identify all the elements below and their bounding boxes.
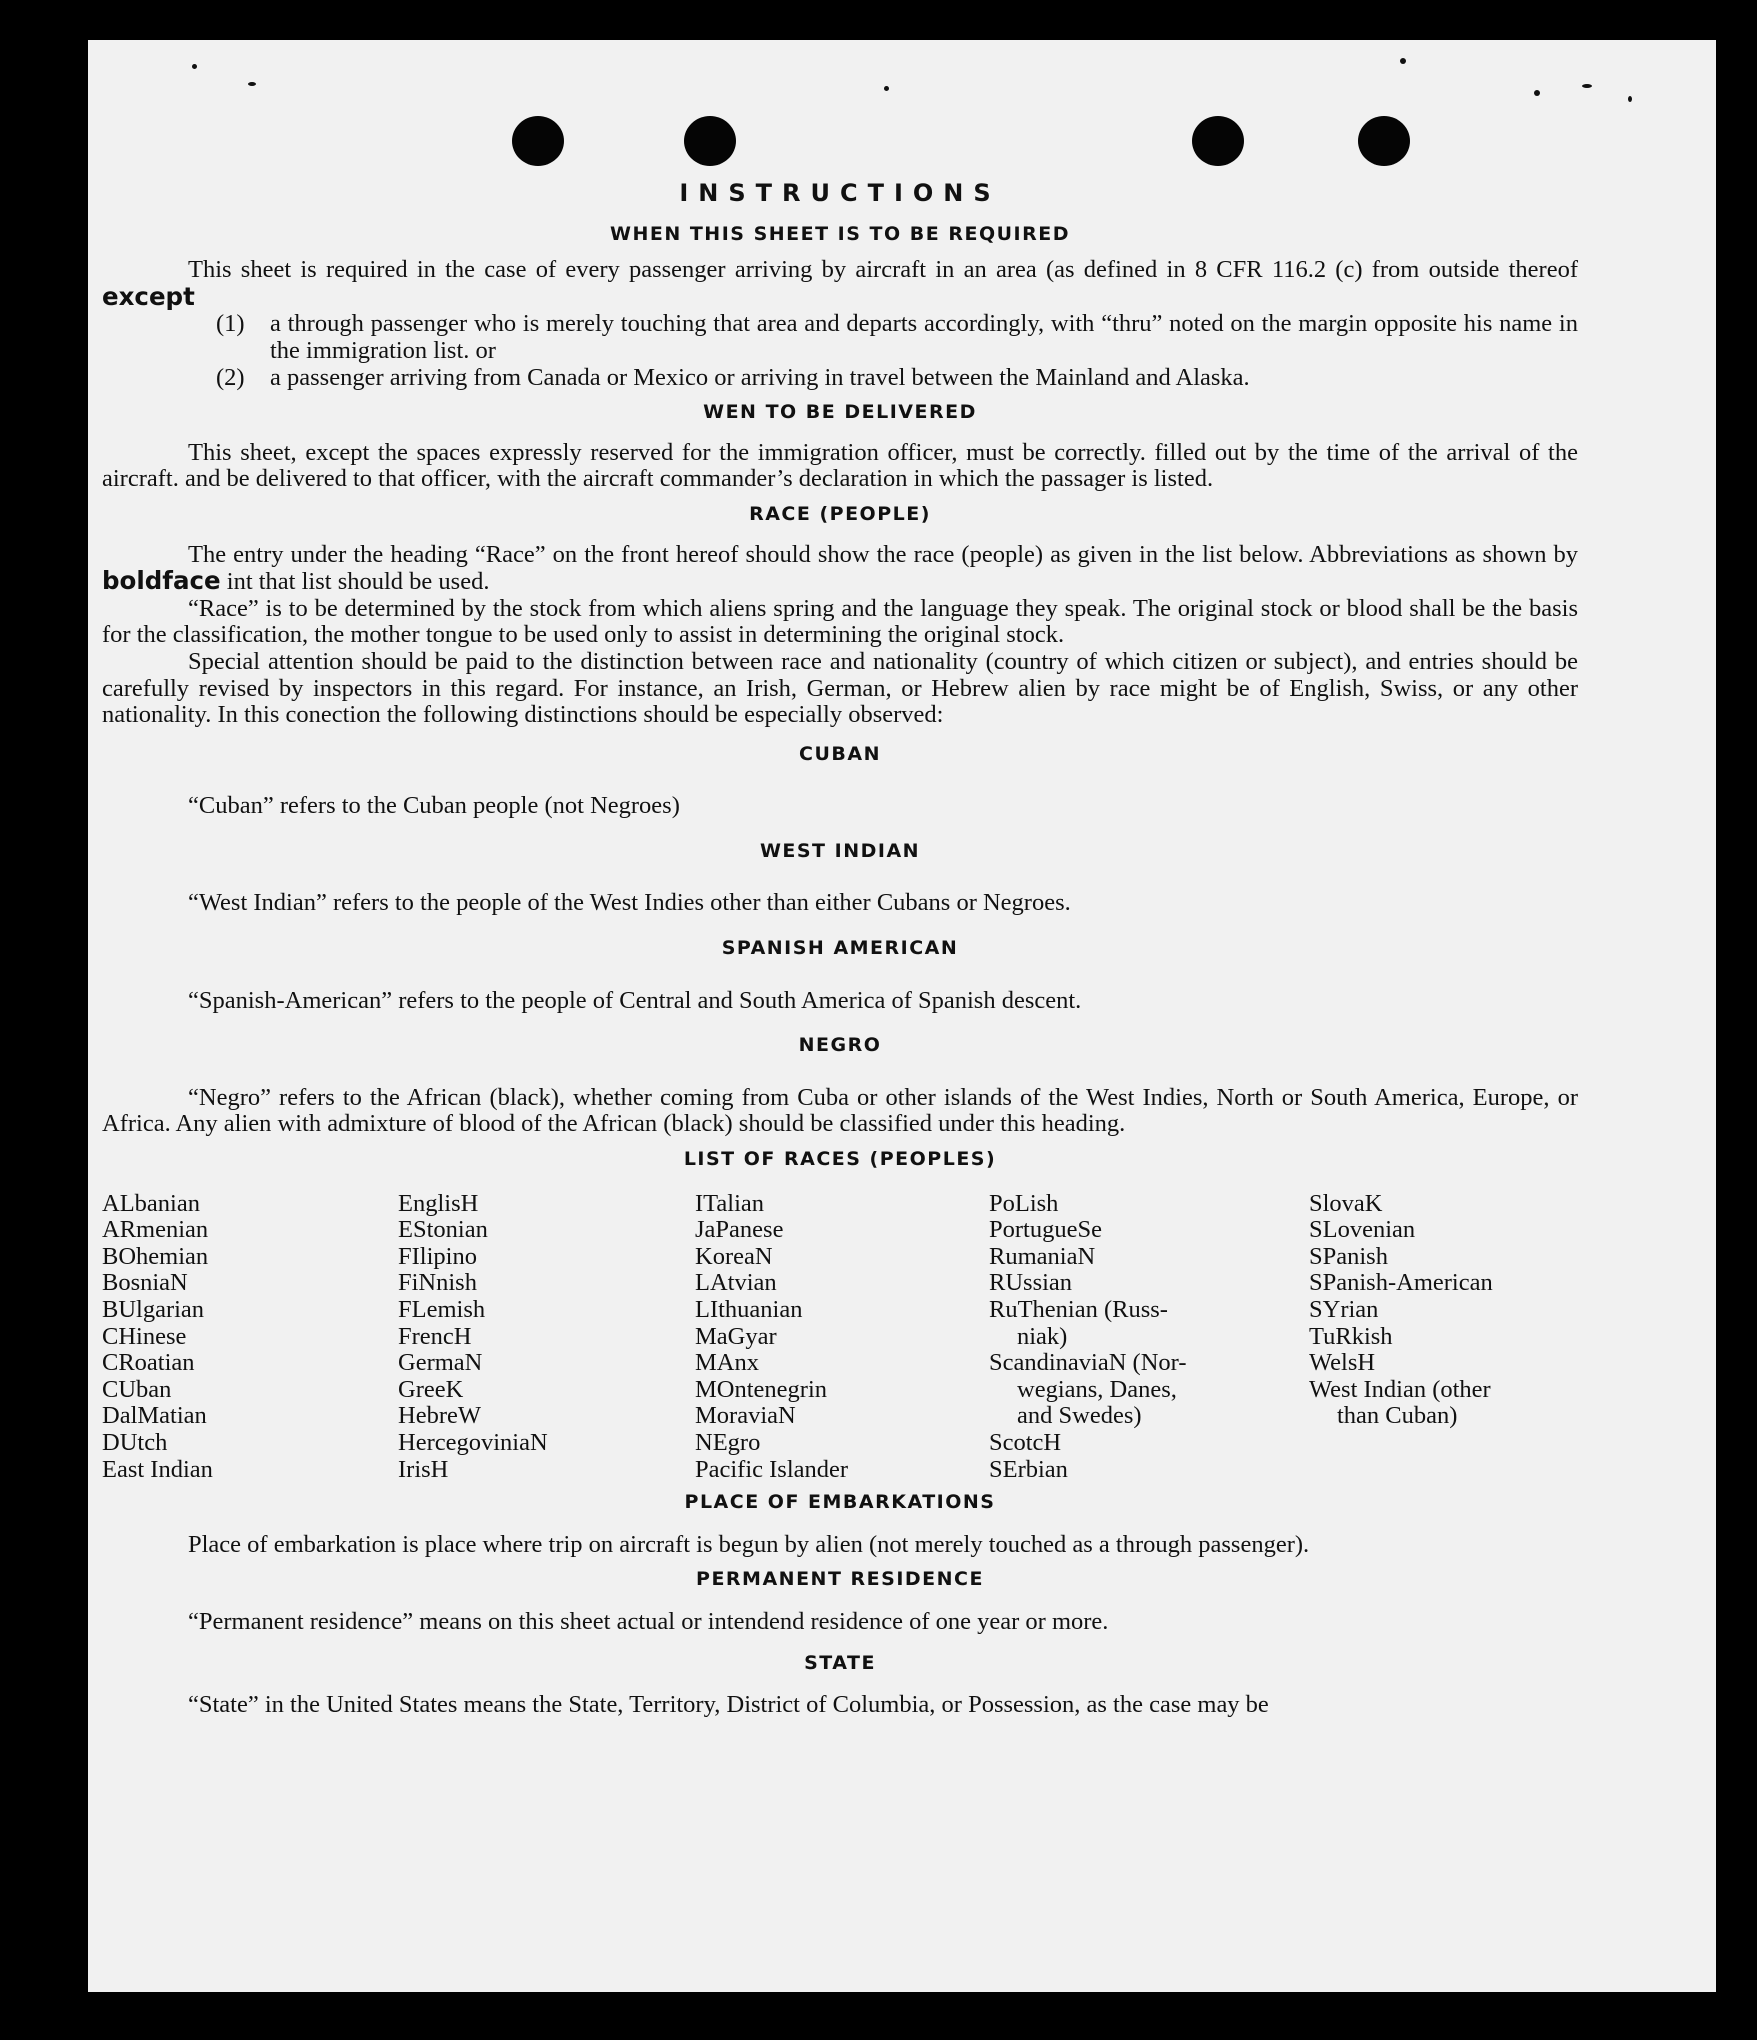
- race-entry: SLovenian: [1309, 1216, 1416, 1244]
- race-entry: FiNnish: [398, 1269, 477, 1297]
- section-heading-negro: NEGRO: [798, 1034, 882, 1057]
- races-column: [1309, 1191, 1578, 1484]
- race-entry-continued: and Swedes): [1017, 1402, 1142, 1430]
- races-column: [989, 1191, 1309, 1484]
- race-entry: FIlipino: [398, 1242, 477, 1270]
- speck: [1582, 84, 1592, 88]
- race-entry: CRoatian: [102, 1349, 195, 1377]
- race-entry: GermaN: [398, 1349, 483, 1377]
- section-heading-race: RACE (PEOPLE): [749, 502, 931, 525]
- race-intro-end: int that list should be used.: [226, 568, 490, 596]
- delivered-paragraph: This sheet, except the spaces expressly reserved for the immigration officer, must be correctly. filled out by the time of the arrival of the aircraft. and be delivered to that officer, with the aircraft commander’s declaration in which the passager is listed.: [102, 438, 1578, 493]
- race-entry: DUtch: [102, 1428, 168, 1456]
- punch-hole: [684, 116, 736, 166]
- residence-paragraph: “Permanent residence” means on this sheet actual or intendend residence of one year or more.: [188, 1607, 1109, 1635]
- race-entry: LAtvian: [695, 1269, 777, 1297]
- race-entry: RUssian: [989, 1269, 1073, 1297]
- race-entry: CHinese: [102, 1322, 187, 1350]
- race-entry: West Indian (other: [1309, 1375, 1491, 1403]
- item-text: a through passenger who is merely touching that area and departs accordingly, with “thru” noted on the margin opposite his name in the immigration list. or: [270, 310, 1578, 364]
- race-entry-continued: than Cuban): [1337, 1402, 1458, 1430]
- race-entry: ScandinaviaN (Nor-: [989, 1349, 1187, 1377]
- race-entry: SPanish-American: [1309, 1269, 1493, 1297]
- races-table: [102, 1191, 1578, 1484]
- races-column: [102, 1191, 398, 1484]
- section-heading-embarkation: PLACE OF EMBARKATIONS: [684, 1491, 996, 1514]
- race-entry-continued: niak): [1017, 1322, 1068, 1350]
- speck: [192, 64, 197, 69]
- required-paragraph: [102, 257, 1578, 311]
- speck: [248, 82, 256, 86]
- race-entry: MaGyar: [695, 1322, 777, 1350]
- race-entry: KoreaN: [695, 1242, 773, 1270]
- race-intro: The entry under the heading “Race” on the front hereof should show the race (people) as given in the list below. Abbreviations as shown by: [188, 540, 1578, 568]
- race-entry: BOhemian: [102, 1242, 209, 1270]
- race-entry: MAnx: [695, 1349, 759, 1377]
- state-paragraph: “State” in the United States means the State, Territory, District of Columbia, or Possession, as the case may be: [188, 1691, 1269, 1719]
- race-entry: GreeK: [398, 1375, 464, 1403]
- west-indian-paragraph: “West Indian” refers to the people of the West Indies other than either Cubans or Negroes.: [188, 889, 1071, 917]
- section-heading-west-indian: WEST INDIAN: [759, 839, 921, 862]
- race-entry: EStonian: [398, 1216, 488, 1244]
- speck: [884, 86, 889, 91]
- required-intro: This sheet is required in the case of every passenger arriving by aircraft in an area (as defined in 8 CFR 116.2 (c) from outside thereof: [188, 256, 1578, 284]
- race-paragraph: [102, 542, 1578, 596]
- punch-hole: [1358, 116, 1410, 166]
- race-entry: ITalian: [695, 1189, 765, 1217]
- race-entry: NEgro: [695, 1428, 761, 1456]
- punch-hole: [1192, 116, 1244, 166]
- boldface-word: boldface: [102, 566, 221, 596]
- race-entry-continued: wegians, Danes,: [1017, 1375, 1177, 1403]
- race-entry: WelsH: [1309, 1349, 1376, 1377]
- race-entry: SlovaK: [1309, 1189, 1383, 1217]
- page-title: INSTRUCTIONS: [679, 179, 1001, 207]
- race-paragraph: “Race” is to be determined by the stock from which aliens spring and the language they speak. The original stock or blood shall be the basis for the classification, the mother tongue to be used only to assist in determining the original stock.: [102, 594, 1578, 649]
- race-entry: PoLish: [989, 1189, 1059, 1217]
- race-entry: TuRkish: [1309, 1322, 1393, 1350]
- race-entry: SYrian: [1309, 1296, 1379, 1323]
- cuban-paragraph: “Cuban” refers to the Cuban people (not Negroes): [188, 792, 680, 820]
- races-column: [695, 1191, 989, 1484]
- race-entry: EnglisH: [398, 1189, 479, 1217]
- race-entry: DalMatian: [102, 1402, 207, 1430]
- race-entry: East Indian: [102, 1455, 213, 1483]
- instructions-content: [102, 180, 1578, 1719]
- race-entry: HercegoviniaN: [398, 1428, 548, 1456]
- item-number: (1): [216, 310, 245, 338]
- section-heading-spanish-american: SPANISH AMERICAN: [721, 937, 959, 960]
- race-entry: FLemish: [398, 1296, 486, 1323]
- race-entry: Pacific Islander: [695, 1455, 849, 1483]
- race-entry: SErbian: [989, 1455, 1068, 1483]
- race-entry: RumaniaN: [989, 1242, 1096, 1270]
- race-entry: JaPanese: [695, 1216, 784, 1244]
- race-entry: HebreW: [398, 1402, 481, 1430]
- race-entry: RuThenian (Russ-: [989, 1296, 1168, 1323]
- race-entry: FrencH: [398, 1322, 472, 1350]
- spanish-american-paragraph: “Spanish-American” refers to the people of Central and South America of Spanish descent.: [188, 986, 1082, 1014]
- list-item: [216, 311, 1578, 364]
- section-heading-when-required: WHEN THIS SHEET IS TO BE REQUIRED: [609, 222, 1070, 245]
- section-heading-list-of-races: LIST OF RACES (PEOPLES): [683, 1148, 997, 1171]
- speck: [1400, 58, 1406, 64]
- race-entry: BosniaN: [102, 1269, 188, 1297]
- punch-hole: [512, 116, 564, 166]
- race-entry: LIthuanian: [695, 1296, 803, 1323]
- list-item: [216, 365, 1578, 392]
- item-number: (2): [216, 363, 245, 391]
- section-heading-state: STATE: [804, 1651, 876, 1674]
- document-page: [88, 40, 1716, 1992]
- race-entry: ALbanian: [102, 1189, 200, 1217]
- section-heading-cuban: CUBAN: [799, 742, 881, 765]
- speck: [1534, 90, 1540, 96]
- races-column: [398, 1191, 695, 1484]
- race-entry: MOntenegrin: [695, 1375, 827, 1403]
- race-entry: SPanish: [1309, 1242, 1388, 1270]
- embarkation-paragraph: Place of embarkation is place where trip on aircraft is begun by alien (not merely touched as a through passenger).: [188, 1530, 1310, 1558]
- section-heading-residence: PERMANENT RESIDENCE: [696, 1568, 984, 1591]
- speck: [1628, 96, 1632, 102]
- item-text: a passenger arriving from Canada or Mexico or arriving in travel between the Mainland and Alaska.: [270, 363, 1250, 391]
- race-entry: ARmenian: [102, 1216, 209, 1244]
- race-entry: PortugueSe: [989, 1216, 1102, 1244]
- race-entry: CUban: [102, 1375, 172, 1403]
- race-entry: BUlgarian: [102, 1296, 205, 1323]
- race-entry: ScotcH: [989, 1428, 1062, 1456]
- negro-paragraph: “Negro” refers to the African (black), whether coming from Cuba or other islands of the West Indies, North or South America, Europe, or Africa. Any alien with admixture of blood of the African (black) should be classified under this heading.: [102, 1083, 1578, 1138]
- section-heading-when-delivered: WEN TO BE DELIVERED: [703, 401, 977, 424]
- except-label: except: [102, 281, 195, 311]
- race-entry: IrisH: [398, 1455, 449, 1483]
- race-paragraph: Special attention should be paid to the distinction between race and nationality (country of which citizen or subject), and entries should be carefully revised by inspectors in this regard. For instance, an Irish, German, or Hebrew alien by race might be of English, Swiss, or any other nationality. In this conection the following distinctions should be especially observed:: [102, 647, 1578, 729]
- race-entry: MoraviaN: [695, 1402, 796, 1430]
